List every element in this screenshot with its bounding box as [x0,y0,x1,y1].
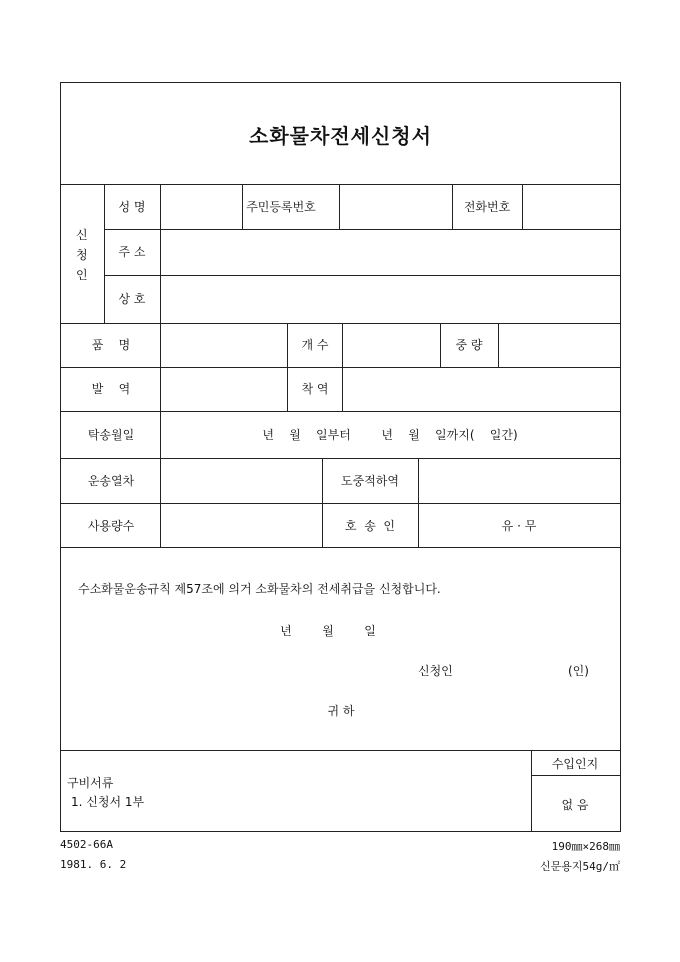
depart-station-label: 발 역 [91,382,131,396]
address-label: 주 소 [118,245,146,259]
escort-label: 호 송 인 [344,519,396,533]
statement-date: 년 월 일 [280,624,376,638]
arrive-station-label: 착 역 [301,382,329,396]
form-title: 소화물차전세신청서 [249,124,432,148]
applicant-group-label: 신 청 인 [76,228,88,282]
escort-value[interactable]: 유 · 무 [501,519,537,533]
item-weight-label: 중 량 [455,338,483,352]
paper-spec: 신문용지54g/㎡ [540,860,620,873]
item-count-label: 개 수 [301,338,329,352]
business-label: 상 호 [118,292,146,306]
signer-label: 신청인 [418,664,453,678]
stop-station-label: 도중적하역 [341,474,399,488]
statement-text: 수소화물운송규칙 제57조에 의거 소화물차의 전세취급을 신청합니다. [78,582,441,596]
addressee: 귀 하 [327,704,355,718]
resident-no-label: 주민등록번호 [246,200,316,214]
seal-mark: (인) [568,664,589,678]
name-field[interactable] [161,185,241,229]
documents-item: 1. 신청서 1부 [71,795,145,809]
period-label: 탁송월일 [87,428,135,442]
phone-label: 전화번호 [463,200,511,214]
item-name-label: 품 명 [91,338,131,352]
business-field[interactable] [161,276,619,323]
resident-no-field[interactable] [340,185,451,229]
documents-label: 구비서류 [67,776,114,790]
stamp-label: 수입인지 [551,757,599,771]
phone-field[interactable] [523,185,619,229]
application-form [60,82,621,832]
paper-size: 190㎜×268㎜ [551,840,620,853]
form-number: 4502-66A [60,838,113,851]
address-field[interactable] [161,230,619,275]
period-text: 년 월 일부터 년 월 일까지( 일간) [262,428,518,442]
cars-label: 사용량수 [87,519,135,533]
name-label: 성 명 [118,200,146,214]
train-label: 운송열차 [87,474,135,488]
stamp-value: 없 음 [561,798,589,812]
form-date: 1981. 6. 2 [60,858,127,871]
